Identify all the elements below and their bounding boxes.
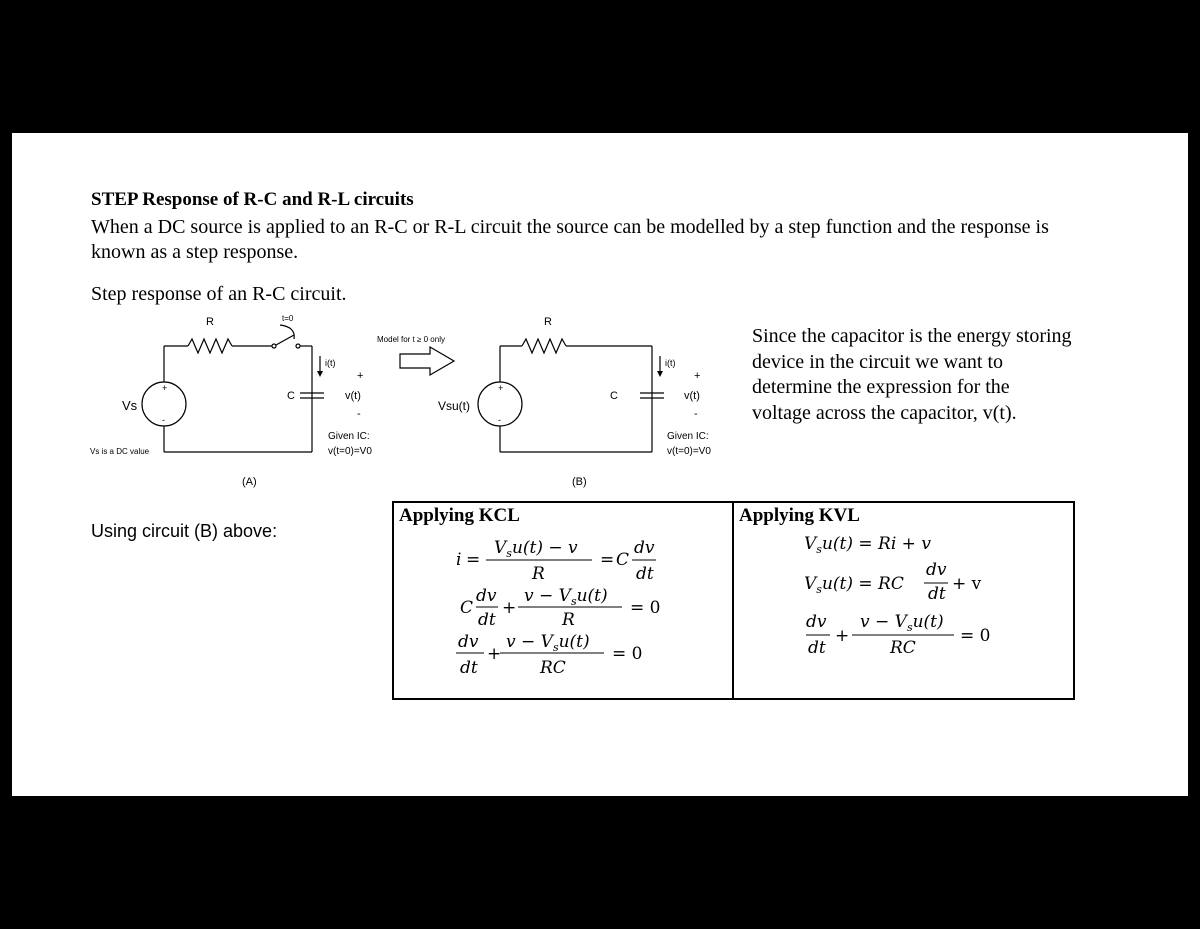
svg-text:dv: dv	[926, 560, 947, 580]
kvl-box	[732, 501, 1075, 700]
subtitle: Step response of an R-C circuit.	[91, 283, 347, 305]
svg-text:dt: dt	[808, 638, 826, 658]
svg-text:Vsu(t) = RC: $V_su(t)$ = RC	[804, 574, 904, 596]
circuit-b-source-label: Vsu(t)	[438, 399, 471, 413]
slide	[12, 133, 1188, 796]
svg-text:+: +	[498, 383, 504, 393]
circuit-a-caption: (A)	[242, 476, 257, 488]
svg-text:=: =	[466, 550, 481, 570]
svg-text:+: +	[502, 598, 517, 618]
svg-text:dv: dv	[634, 538, 655, 558]
svg-text:+: +	[487, 644, 502, 664]
circuit-b-minus: -	[694, 408, 698, 420]
svg-text:= 0: = 0	[960, 626, 991, 646]
svg-text:R: R	[562, 610, 575, 630]
circuit-a-switch-label: t=0	[282, 314, 294, 323]
circuit-a-plus: +	[357, 370, 364, 382]
circuit-a-capacitor-label: C	[287, 390, 295, 402]
using-circuit-label: Using circuit (B) above:	[91, 521, 278, 541]
circuit-b-caption: (B)	[572, 476, 587, 488]
svg-text:Vsu(t) − v: $V_su(t) - v$	[494, 538, 578, 560]
svg-text:+: +	[835, 626, 850, 646]
circuit-a-minus: -	[357, 408, 361, 420]
svg-text:C: C	[616, 550, 630, 570]
svg-text:RC: RC	[890, 638, 916, 658]
svg-text:v − Vsu(t): $v - V_su(t)$	[524, 586, 608, 608]
circuit-b-ic-title: Given IC:	[667, 431, 709, 442]
circuit-a-dc-note: Vs is a DC value	[90, 447, 150, 456]
kcl-heading: Applying KCL	[399, 505, 520, 526]
svg-text:=: =	[600, 550, 615, 570]
svg-text:-: -	[498, 415, 501, 425]
circuit-b-ic-value: v(t=0)=V0	[667, 446, 711, 457]
slide-title: STEP Response of R-C and R-L circuits	[91, 189, 414, 210]
kcl-box	[392, 501, 733, 700]
circuit-b-voltage-label: v(t)	[684, 390, 700, 402]
kcl-equations	[394, 503, 733, 698]
svg-text:-: -	[162, 415, 165, 425]
svg-text:= 0: = 0	[630, 598, 661, 618]
circuit-a-source-label: Vs	[122, 398, 138, 413]
svg-text:+ v: + v	[952, 574, 982, 594]
circuit-b-plus: +	[694, 370, 701, 382]
intro-paragraph: When a DC source is applied to an R-C or R-L circuit the source can be modelled by a step function and the response is known as a step response.	[91, 216, 1049, 263]
kvl-equations	[734, 503, 1073, 698]
circuit-a-voltage-label: v(t)	[345, 390, 361, 402]
svg-text:v − Vsu(t): $v - V_su(t)$	[860, 612, 944, 634]
svg-text:dv: dv	[476, 586, 497, 606]
svg-text:Vsu(t) = Ri + v: $V_su(t) = Ri + v$	[804, 534, 931, 556]
svg-text:RC: RC	[540, 658, 566, 678]
svg-text:R: R	[532, 564, 545, 584]
capacitor-explanation: Since the capacitor is the energy storing device in the circuit we want to determine the expression for the voltage across the capacitor, v(t).	[752, 325, 1072, 424]
circuit-figure	[82, 311, 742, 496]
circuit-b-resistor-label: R	[544, 316, 552, 328]
svg-text:C: C	[460, 598, 474, 618]
model-arrow-label: Model for t ≥ 0 only	[377, 335, 445, 344]
svg-text:dt: dt	[460, 658, 478, 678]
kvl-heading: Applying KVL	[739, 505, 860, 526]
svg-text:dv: dv	[806, 612, 827, 632]
svg-text:dv: dv	[458, 632, 479, 652]
circuit-a-resistor-label: R	[206, 316, 214, 328]
svg-text:dt: dt	[928, 584, 946, 604]
svg-text:= 0: = 0	[612, 644, 643, 664]
circuit-a-ic-title: Given IC:	[328, 431, 370, 442]
svg-text:+: +	[162, 383, 168, 393]
circuit-a-ic-value: v(t=0)=V0	[328, 446, 372, 457]
svg-text:dt: dt	[478, 610, 496, 630]
circuit-b-current-label: i(t)	[665, 358, 676, 368]
circuit-b-capacitor-label: C	[610, 390, 618, 402]
svg-text:v − Vsu(t): $v - V_su(t)$	[506, 632, 590, 654]
svg-text:dt: dt	[636, 564, 654, 584]
circuit-a-current-label: i(t)	[325, 358, 336, 368]
svg-text:i: i	[456, 550, 462, 570]
